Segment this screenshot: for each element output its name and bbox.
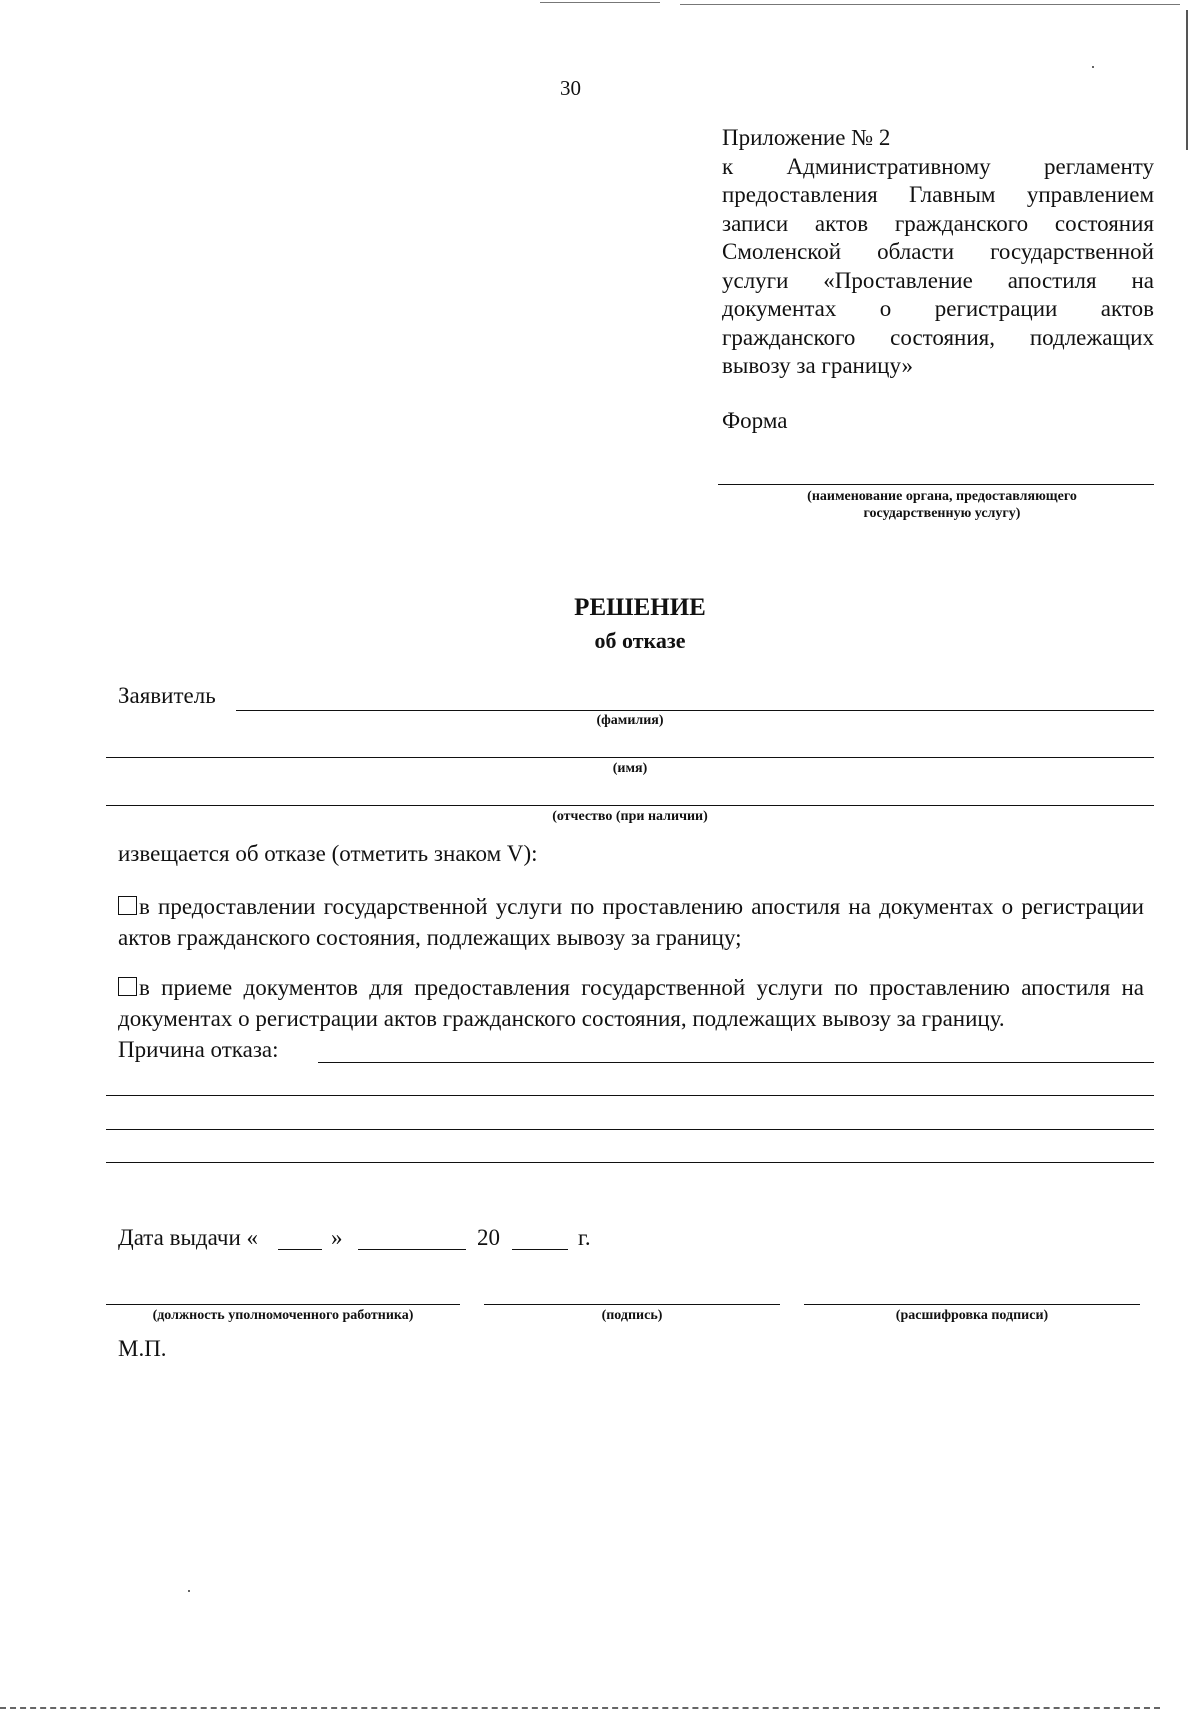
option-refuse-documents: [118, 972, 1144, 1034]
position-caption: (должность уполномоченного работника): [152, 1308, 414, 1323]
reason-field-line[interactable]: [106, 1162, 1154, 1163]
name-field[interactable]: [106, 757, 1154, 758]
option-refuse-service: [118, 891, 1144, 953]
org-name-line[interactable]: [718, 484, 1154, 485]
appendix-line: документах о регистрации актов: [722, 296, 1154, 321]
form-label: Форма: [722, 408, 788, 433]
appendix-line: предоставления Главным управлением: [722, 182, 1154, 207]
scan-speck: [188, 1590, 190, 1592]
reason-label: Причина отказа:: [118, 1037, 279, 1062]
reason-field-line[interactable]: [106, 1095, 1154, 1096]
appendix-line: к Административному регламенту: [722, 153, 1154, 179]
document-title: РЕШЕНИЕ: [574, 594, 706, 621]
appendix-line: услуги «Проставление апостиля на: [722, 267, 1154, 293]
org-name-caption: (наименование органа, предоставляющего государственную услугу): [807, 489, 1077, 521]
scan-artifact-top: [540, 2, 660, 3]
signature-decoding-field[interactable]: [804, 1304, 1140, 1305]
scan-artifact-right-edge: [1186, 10, 1188, 150]
stamp-label: М.П.: [118, 1336, 167, 1361]
scan-artifact-bottom: [0, 1707, 1160, 1709]
appendix-header: [722, 124, 1154, 381]
position-field[interactable]: [106, 1304, 460, 1305]
patronymic-field[interactable]: [106, 805, 1154, 806]
appendix-line: Смоленской области государственной: [722, 239, 1154, 264]
issue-year-prefix: 20: [477, 1225, 500, 1250]
appendix-line: Приложение № 2: [722, 125, 891, 150]
page-number: 30: [560, 76, 581, 100]
applicant-label: Заявитель: [118, 683, 216, 708]
issue-date-close-quote: »: [331, 1225, 343, 1250]
issue-day-field[interactable]: [278, 1249, 322, 1250]
option-text: в приеме документов для предоставления государственной услуги по проставлению апостиля на документах о регистрации актов гражданского состояния, подлежащих вывозу за границу.: [118, 975, 1144, 1031]
checkbox-refuse-documents[interactable]: [118, 977, 137, 996]
signature-caption: (подпись): [601, 1308, 663, 1323]
appendix-line: записи актов гражданского состояния: [722, 210, 1154, 236]
signature-decoding-caption: (расшифровка подписи): [895, 1308, 1049, 1323]
issue-year-field[interactable]: [512, 1249, 568, 1250]
issue-year-suffix: г.: [578, 1225, 591, 1250]
reason-field-line[interactable]: [106, 1129, 1154, 1130]
appendix-line: гражданского состояния, подлежащих: [722, 324, 1154, 350]
notice-text: извещается об отказе (отметить знаком V):: [118, 841, 538, 866]
reason-field-line[interactable]: [318, 1062, 1154, 1063]
patronymic-caption: (отчество (при наличии): [552, 809, 708, 824]
document-subtitle: об отказе: [594, 628, 686, 653]
name-caption: (имя): [612, 761, 648, 776]
checkbox-refuse-service[interactable]: [118, 896, 137, 915]
issue-date-label: Дата выдачи «: [118, 1225, 259, 1250]
appendix-line: вывозу за границу»: [722, 353, 914, 378]
issue-month-field[interactable]: [358, 1249, 466, 1250]
scan-speck: [1092, 66, 1094, 68]
surname-field[interactable]: [236, 710, 1154, 711]
scan-artifact-top-right: [680, 4, 1180, 5]
option-text: в предоставлении государственной услуги по проставлению апостиля на документах о регистрации актов гражданского состояния, подлежащих вывозу за границу;: [118, 894, 1144, 950]
surname-caption: (фамилия): [596, 713, 664, 728]
signature-field[interactable]: [484, 1304, 780, 1305]
